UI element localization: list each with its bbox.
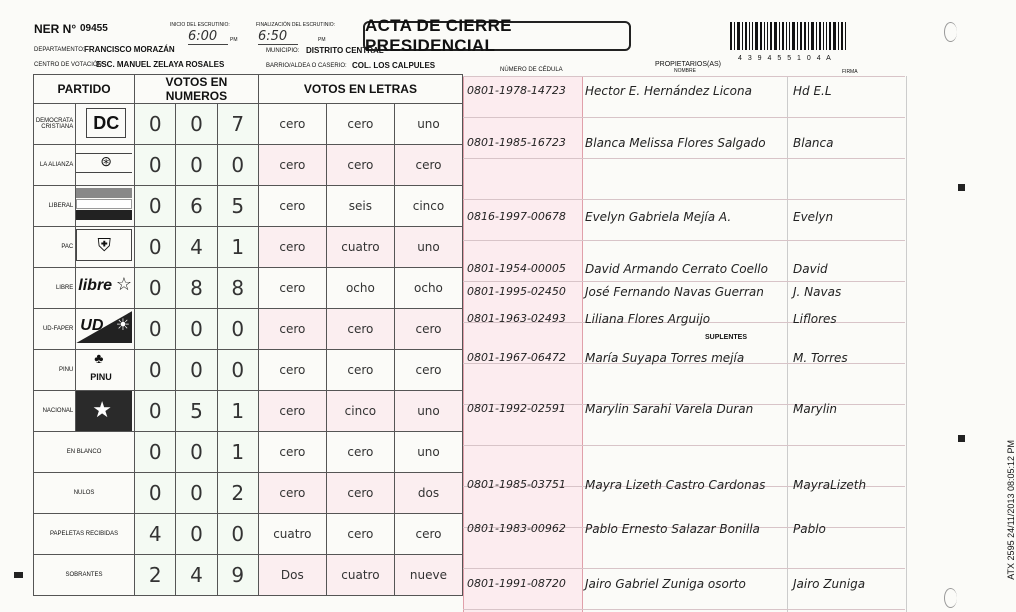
member-signature: Pablo [793,522,826,536]
digit-tens: 0 [176,473,217,514]
table-row [34,391,463,432]
word-units: uno [394,432,462,473]
member-signature: Blanca [793,136,834,150]
centro-value: ESC. MANUEL ZELAYA ROSALES [96,60,225,69]
municipio-value: DISTRITO CENTRAL [306,46,384,55]
member-id: 0801-1978-14723 [467,84,566,97]
party-name: DEMOCRATA CRISTIANA [34,104,76,145]
ruled-line [463,199,905,200]
party-logo-text: DC [86,108,126,138]
word-hundreds: cero [258,309,326,350]
member-id: 0801-1963-02493 [467,312,566,325]
party-logo [76,309,135,350]
municipio-label: MUNICIPIO: [266,48,300,54]
party-name: LA ALIANZA [34,145,76,186]
ruled-line [463,76,905,77]
digit-hundreds: 0 [135,145,176,186]
member-name: José Fernando Navas Guerran [585,285,764,299]
firma-label: FIRMA [842,69,858,75]
star-icon: ★ [92,397,113,422]
member-name: Jairo Gabriel Zuniga osorto [585,577,746,591]
word-tens: cero [326,309,394,350]
member-signature: M. Torres [793,351,848,365]
party-name: LIBRE [34,268,76,309]
word-hundreds: cero [258,432,326,473]
digit-tens: 0 [176,514,217,555]
word-hundreds: cero [258,104,326,145]
digit-units: 9 [217,555,258,596]
member-id: 0816-1997-00678 [467,210,566,223]
final-ampm: PM [318,37,326,43]
table-row [34,145,463,186]
digit-units: 0 [217,350,258,391]
barrio-value: COL. LOS CALPULES [352,61,436,70]
member-signature: Jairo Zuniga [793,577,866,591]
party-logo-text: libre [78,277,113,294]
digit-tens: 0 [176,309,217,350]
digit-units: 1 [217,432,258,473]
col-letras: VOTOS EN LETRAS [258,75,462,104]
digit-units: 7 [217,104,258,145]
word-tens: cero [326,514,394,555]
word-tens: cero [326,473,394,514]
member-name: Marylin Sarahi Varela Duran [585,402,754,416]
member-id: 0801-1954-00005 [467,262,566,275]
word-hundreds: cero [258,227,326,268]
word-hundreds: cero [258,391,326,432]
member-name: Liliana Flores Arguijo [585,312,711,326]
member-signature: Liflores [793,312,837,326]
star-icon: ☆ [115,274,133,294]
registration-mark [958,184,965,191]
word-units: cinco [394,186,462,227]
member-id: 0801-1983-00962 [467,522,566,535]
barrio-label: BARRIO/ALDEA O CASERIO: [266,63,347,69]
digit-units: 8 [217,268,258,309]
member-id: 0801-1967-06472 [467,351,566,364]
word-units: cero [394,350,462,391]
word-tens: cero [326,145,394,186]
word-hundreds: cero [258,473,326,514]
table-row [34,514,463,555]
member-signature: Hd E.L [793,84,832,98]
word-tens: cero [326,432,394,473]
digit-tens: 0 [176,432,217,473]
digit-tens: 6 [176,186,217,227]
word-tens: cero [326,104,394,145]
digit-hundreds: 0 [135,227,176,268]
barcode [730,22,930,56]
digit-hundreds: 0 [135,350,176,391]
member-name: Blanca Melissa Flores Salgado [585,136,766,150]
word-units: uno [394,227,462,268]
word-tens: seis [326,186,394,227]
timestamp-stamp: ATX 2595 24/11/2013 08:05:12 PM [1006,440,1016,580]
word-units: uno [394,104,462,145]
word-tens: cinco [326,391,394,432]
ruled-line [463,158,905,159]
word-hundreds: cero [258,350,326,391]
word-hundreds: Dos [258,555,326,596]
digit-hundreds: 0 [135,309,176,350]
table-row [34,555,463,596]
party-logo [76,186,135,227]
ruled-line [463,117,905,118]
digit-tens: 0 [176,350,217,391]
punch-mark [944,588,957,608]
party-logo-text: UD [80,317,104,334]
row-label: SOBRANTES [34,555,135,596]
member-id: 0801-1985-03751 [467,478,566,491]
member-signature: Evelyn [793,210,834,224]
word-tens: cuatro [326,555,394,596]
member-id: 0801-1992-02591 [467,402,566,415]
word-units: ocho [394,268,462,309]
members-area [463,76,905,612]
table-row [34,432,463,473]
digit-units: 2 [217,473,258,514]
sun-icon: ☀ [115,317,131,334]
party-name: PAC [34,227,76,268]
ner-label: NER N° [34,22,77,36]
party-logo [76,391,135,432]
member-signature: J. Navas [793,285,842,299]
digit-hundreds: 0 [135,473,176,514]
digit-units: 0 [217,514,258,555]
ruled-line [463,568,905,569]
word-tens: cero [326,350,394,391]
party-name: LIBERAL [34,186,76,227]
votes-table [33,74,463,596]
member-name: Evelyn Gabriela Mejía A. [585,210,732,224]
suplentes-label: SUPLENTES [705,334,748,341]
member-id: 0801-1985-16723 [467,136,566,149]
table-row [34,186,463,227]
digit-hundreds: 0 [135,391,176,432]
digit-units: 0 [217,145,258,186]
digit-tens: 0 [176,145,217,186]
word-units: nueve [394,555,462,596]
final-time: 6:50 [258,29,298,45]
registration-mark [958,435,965,442]
nombre-label: NOMBRE [674,68,696,74]
col-numeros: VOTOS EN NUMEROS [135,75,259,104]
propietarios-label: PROPIETARIOS(AS) [655,61,721,68]
word-hundreds: cero [258,145,326,186]
party-logo-text: PINU [90,372,112,382]
punch-mark [944,22,957,42]
member-signature: Marylin [793,402,838,416]
word-tens: ocho [326,268,394,309]
digit-hundreds: 4 [135,514,176,555]
party-name: PINU [34,350,76,391]
party-logo [76,145,135,186]
row-label: NULOS [34,473,135,514]
row-label: PAPELETAS RECIBIDAS [34,514,135,555]
table-row [34,350,463,391]
inicio-label: INICIO DEL ESCRUTINIO: [170,22,230,28]
digit-units: 0 [217,309,258,350]
ruled-line [463,240,905,241]
inicio-time: 6:00 [188,29,228,45]
shield-icon: ⛨ [76,229,132,261]
member-signature: MayraLizeth [793,478,867,492]
digit-hundreds: 0 [135,432,176,473]
page-title: ACTA DE CIERRE PRESIDENCIAL [363,21,631,51]
digit-units: 5 [217,186,258,227]
member-name: Hector E. Hernández Licona [585,84,752,98]
table-row [34,227,463,268]
party-logo [76,227,135,268]
member-name: María Suyapa Torres mejía [585,351,745,365]
digit-tens: 4 [176,555,217,596]
table-row [34,268,463,309]
centro-label: CENTRO DE VOTACIÓN: [34,62,104,68]
digit-tens: 0 [176,104,217,145]
digit-tens: 5 [176,391,217,432]
table-row [34,104,463,145]
ner-number: 09455 [80,23,108,34]
word-hundreds: cero [258,186,326,227]
ruled-line [463,281,905,282]
digit-hundreds: 2 [135,555,176,596]
registration-mark [14,572,23,578]
member-signature: David [793,262,828,276]
tree-icon: ♣ [94,350,104,366]
word-units: dos [394,473,462,514]
member-name: David Armando Cerrato Coello [585,262,768,276]
barcode-number: 4 3 9 4 5 5 1 0 4 A [738,55,833,62]
word-units: cero [394,514,462,555]
final-label: FINALIZACIÓN DEL ESCRUTINIO: [256,22,335,28]
alliance-emblem-icon: ⊛ [100,153,113,169]
digit-hundreds: 0 [135,186,176,227]
table-row [34,473,463,514]
digit-units: 1 [217,391,258,432]
party-logo [76,350,135,391]
party-name: NACIONAL [34,391,76,432]
ruled-line [463,445,905,446]
member-id: 0801-1995-02450 [467,285,566,298]
digit-hundreds: 0 [135,268,176,309]
digit-units: 1 [217,227,258,268]
col-partido: PARTIDO [34,75,135,104]
party-logo [76,268,135,309]
numero-cedula-label: NÚMERO DE CÉDULA [500,67,563,73]
digit-hundreds: 0 [135,104,176,145]
member-name: Pablo Ernesto Salazar Bonilla [585,522,760,536]
margin-column [906,76,947,612]
departamento-value: FRANCISCO MORAZÁN [84,45,175,54]
digit-tens: 8 [176,268,217,309]
word-hundreds: cero [258,268,326,309]
member-id: 0801-1991-08720 [467,577,566,590]
word-units: uno [394,391,462,432]
word-units: cero [394,145,462,186]
party-name: UD-FAPER [34,309,76,350]
member-name: Mayra Lizeth Castro Cardonas [585,478,766,492]
word-tens: cuatro [326,227,394,268]
ruled-line [463,609,905,610]
word-hundreds: cuatro [258,514,326,555]
row-label: EN BLANCO [34,432,135,473]
digit-tens: 4 [176,227,217,268]
inicio-ampm: PM [230,37,238,43]
departamento-label: DEPARTAMENTO: [34,47,85,53]
table-row [34,309,463,350]
word-units: cero [394,309,462,350]
party-logo [76,104,135,145]
